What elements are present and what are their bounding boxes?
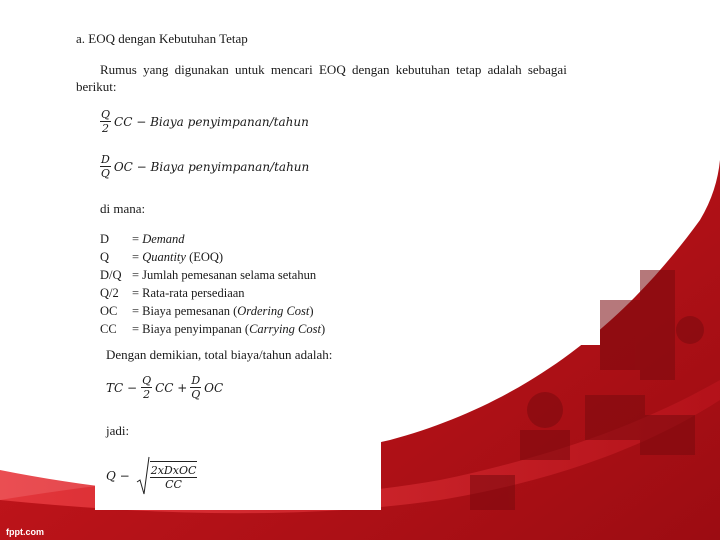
definition-row xyxy=(100,302,314,320)
definition-emphasis: Carrying Cost xyxy=(249,322,321,336)
formula-holding-cost xyxy=(100,108,309,135)
definition-pre: = xyxy=(132,232,143,246)
total-cost-formula xyxy=(106,374,223,401)
fraction xyxy=(150,461,198,491)
fraction-numerator: Q xyxy=(101,108,111,121)
fraction-numerator: D xyxy=(191,374,201,387)
definition-post: (EOQ) xyxy=(185,250,224,264)
definition-text xyxy=(132,302,314,320)
definition-text xyxy=(132,284,245,302)
eoq-formula xyxy=(106,456,200,496)
tc-end: OC xyxy=(204,380,224,395)
definition-row xyxy=(100,284,245,302)
definition-row xyxy=(100,248,223,266)
definition-symbol: Q/2 xyxy=(100,286,119,300)
jadi-label: jadi: xyxy=(106,423,130,438)
definition-row xyxy=(100,230,185,248)
definition-text xyxy=(132,248,223,266)
definition-emphasis: Quantity xyxy=(142,250,186,264)
q-lhs: Q − xyxy=(106,469,130,483)
tc-lhs: TC − xyxy=(106,380,138,395)
fraction-numerator: 2xDxOC xyxy=(150,464,197,477)
definition-pre: = Biaya penyimpanan ( xyxy=(132,322,250,336)
definition-emphasis: Demand xyxy=(142,232,185,246)
definition-symbol: D xyxy=(100,232,110,246)
square-root xyxy=(136,456,201,496)
definition-symbol: OC xyxy=(100,304,118,318)
definition-pre: = Jumlah pemesanan selama setahun xyxy=(132,268,317,282)
definition-pre: = xyxy=(132,250,143,264)
definition-emphasis: Ordering Cost xyxy=(237,304,310,318)
definition-row xyxy=(100,320,325,338)
fppt-credit: fppt.com xyxy=(6,527,44,537)
definition-row xyxy=(100,266,316,284)
fraction-denominator: Q xyxy=(100,167,110,180)
intro-line-1: Rumus yang digunakan untuk mencari EOQ dengan kebutuhan tetap adalah sebagai xyxy=(100,62,567,77)
definition-text xyxy=(132,320,325,338)
fraction-denominator: 2 xyxy=(143,388,151,401)
definition-text xyxy=(132,230,185,248)
fraction xyxy=(100,108,111,135)
definition-pre: = Rata-rata persediaan xyxy=(132,286,245,300)
definition-symbol: Q xyxy=(100,250,110,264)
tc-mid: CC + xyxy=(155,380,188,395)
fraction xyxy=(100,153,111,180)
fraction xyxy=(141,374,152,401)
definition-pre: = Biaya pemesanan ( xyxy=(132,304,238,318)
definition-post: ) xyxy=(309,304,314,318)
formula-text: OC − Biaya penyimpanan/tahun xyxy=(113,159,310,174)
total-cost-label: Dengan demikian, total biaya/tahun adalah: xyxy=(106,347,333,362)
definition-text xyxy=(132,266,316,284)
definition-post: ) xyxy=(320,322,326,336)
formula-text: CC − Biaya penyimpanan/tahun xyxy=(114,114,309,129)
fraction-numerator: D xyxy=(101,153,110,166)
formula-ordering-cost xyxy=(100,153,309,180)
definition-symbol: D/Q xyxy=(100,268,122,282)
fraction-denominator: 2 xyxy=(102,122,110,135)
section-heading: a. EOQ dengan Kebutuhan Tetap xyxy=(76,31,248,46)
fraction-denominator: Q xyxy=(191,388,201,401)
where-label: di mana: xyxy=(100,201,146,216)
fraction-numerator: Q xyxy=(142,374,152,387)
radical-sign-icon xyxy=(136,456,150,496)
definition-symbol: CC xyxy=(100,322,117,336)
fraction-denominator: CC xyxy=(165,478,182,491)
intro-line-2: berikut: xyxy=(76,79,117,94)
fraction xyxy=(190,374,201,401)
